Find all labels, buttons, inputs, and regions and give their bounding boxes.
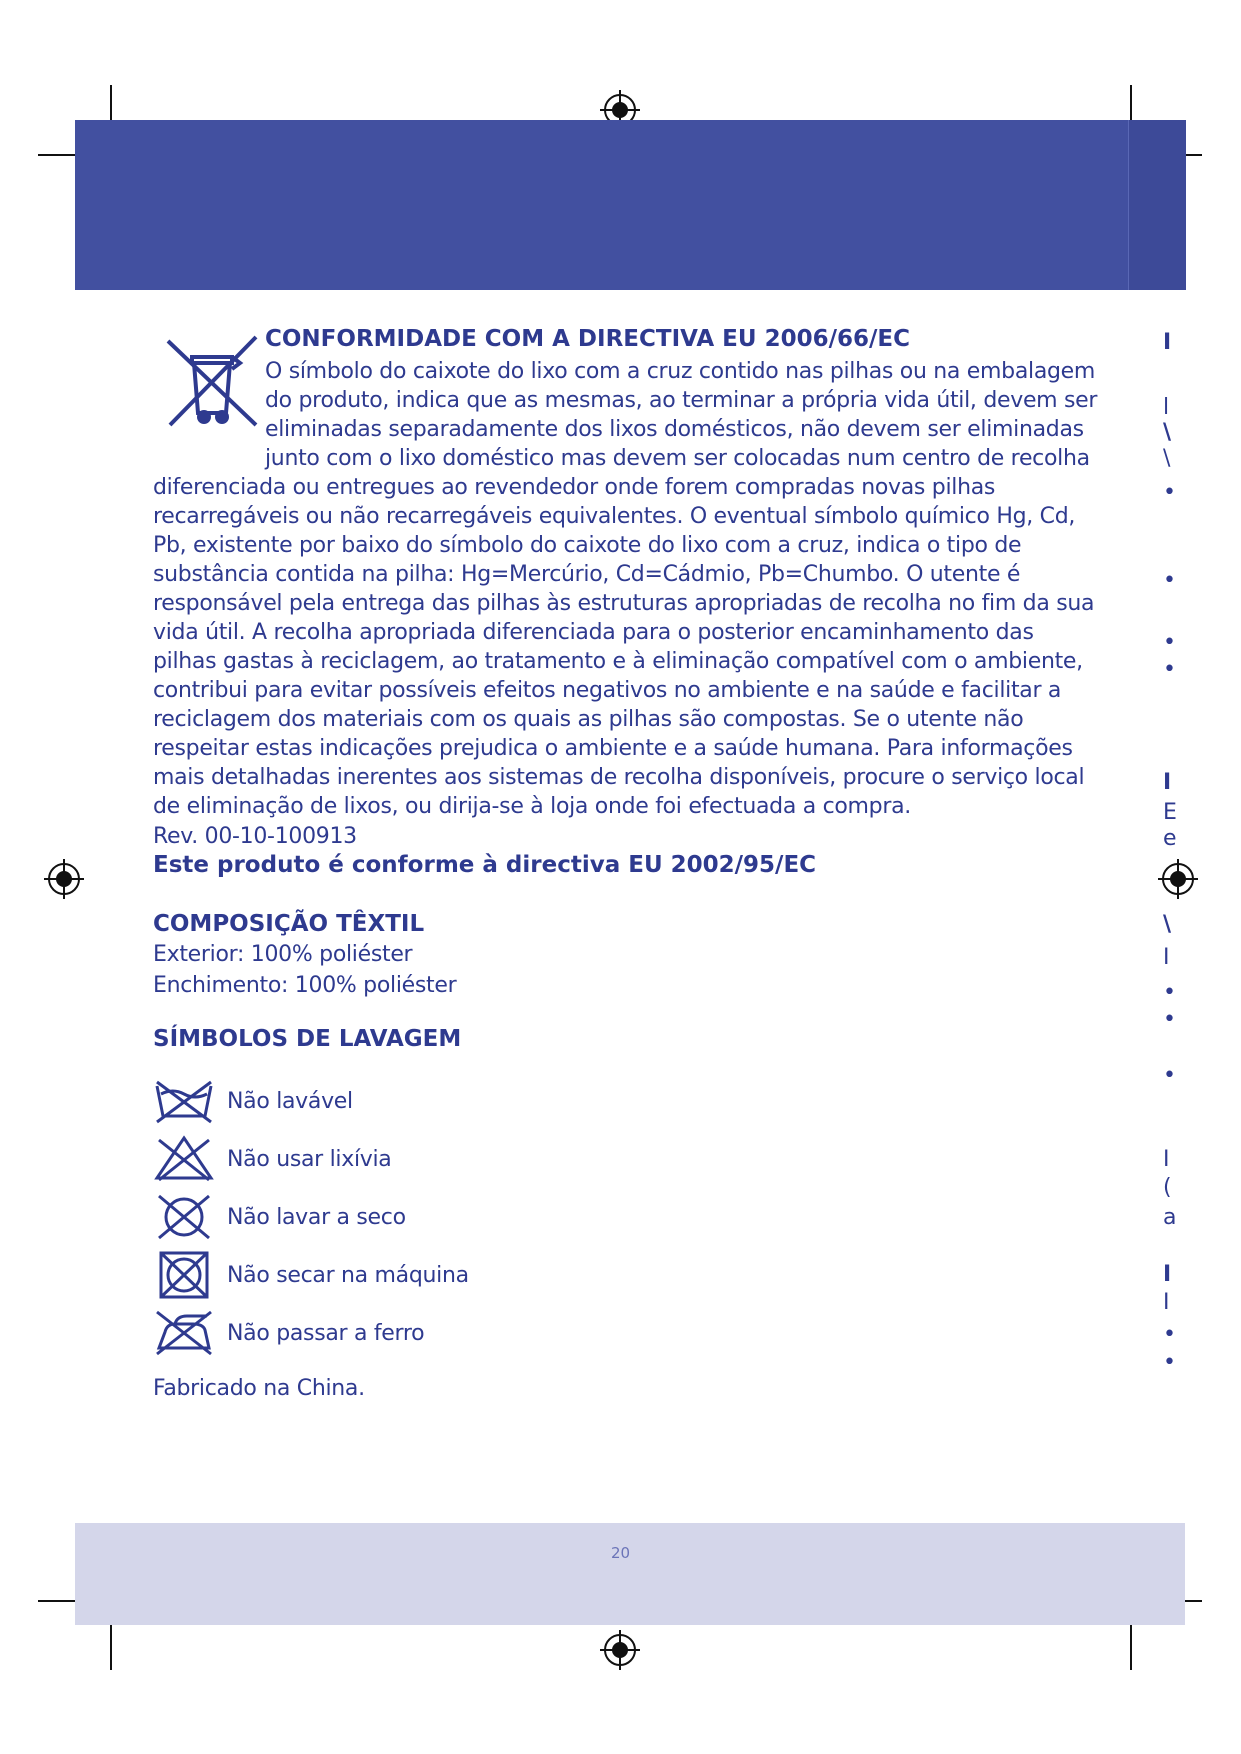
registration-mark-icon xyxy=(42,857,86,901)
adjacent-page-fragment: I xyxy=(1163,945,1170,970)
no-iron-icon xyxy=(153,1308,215,1358)
adjacent-page-fragment: l xyxy=(1163,395,1170,420)
registration-mark-icon xyxy=(1156,857,1200,901)
icon-spacer xyxy=(153,357,265,445)
adjacent-page-fragment: \ xyxy=(1163,912,1172,937)
made-in-text: Fabricado na China. xyxy=(153,1376,365,1401)
page-number: 20 xyxy=(610,1544,631,1562)
washing-heading: SÍMBOLOS DE LAVAGEM xyxy=(153,1026,462,1052)
adjacent-page-fragment: • xyxy=(1163,1007,1176,1032)
no-wash-icon xyxy=(153,1076,215,1126)
wash-item-label: Não secar na máquina xyxy=(227,1262,469,1288)
adjacent-page-fragment: E xyxy=(1163,800,1177,825)
conformity-statement: Este produto é conforme à directiva EU 2002/95/EC xyxy=(153,852,817,878)
textile-heading: COMPOSIÇÃO TÊXTIL xyxy=(153,911,425,937)
wash-item-label: Não lavável xyxy=(227,1088,353,1114)
header-band xyxy=(75,120,1185,290)
adjacent-page-fragment: e xyxy=(1163,826,1177,851)
directive-body-container xyxy=(153,357,1103,821)
adjacent-page-fragment: a xyxy=(1163,1205,1177,1230)
revision-text: Rev. 00-10-100913 xyxy=(153,824,357,849)
adjacent-page-fragment: I xyxy=(1163,330,1172,355)
adjacent-page-fragment: I xyxy=(1163,1290,1170,1315)
no-dry-clean-icon xyxy=(153,1192,215,1242)
adjacent-page-fragment: \ xyxy=(1163,420,1172,445)
adjacent-page-fragment: • xyxy=(1163,1063,1176,1088)
footer-band xyxy=(75,1523,1185,1625)
wash-item-label: Não lavar a seco xyxy=(227,1204,406,1230)
no-tumble-dry-icon xyxy=(153,1250,215,1300)
wash-item xyxy=(153,1250,1103,1300)
adjacent-page-fragment: • xyxy=(1163,1322,1176,1347)
wash-item-label: Não usar lixívia xyxy=(227,1146,392,1172)
adjacent-page-fragment: I xyxy=(1163,1147,1170,1172)
adjacent-page-fragment: • xyxy=(1163,630,1176,655)
textile-exterior: Exterior: 100% poliéster xyxy=(153,942,413,967)
adjacent-page-fragment: • xyxy=(1163,657,1176,682)
adjacent-page-fragment: I xyxy=(1163,770,1172,795)
textile-filling: Enchimento: 100% poliéster xyxy=(153,973,457,998)
adjacent-page-fragment: • xyxy=(1163,480,1176,505)
crop-mark xyxy=(1130,1620,1132,1670)
wash-item-label: Não passar a ferro xyxy=(227,1320,425,1346)
adjacent-page-fragment: • xyxy=(1163,568,1176,593)
wash-item xyxy=(153,1192,1103,1242)
adjacent-page-fragment: \ xyxy=(1163,446,1171,471)
wash-item xyxy=(153,1134,1103,1184)
crop-mark xyxy=(110,1620,112,1670)
wash-item xyxy=(153,1076,1103,1126)
header-band-next-page xyxy=(1128,120,1186,290)
directive-heading: CONFORMIDADE COM A DIRECTIVA EU 2006/66/EC xyxy=(265,326,910,352)
adjacent-page-fragment: ( xyxy=(1163,1175,1172,1200)
wash-item xyxy=(153,1308,1103,1358)
adjacent-page-fragment: • xyxy=(1163,980,1176,1005)
adjacent-page-fragment: I xyxy=(1163,1262,1172,1287)
directive-body: O símbolo do caixote do lixo com a cruz contido nas pilhas ou na embalagem do produto, indica que as mesmas, ao terminar a própria vida útil, devem ser eliminadas separadamente dos lixos domésticos, não devem ser eliminadas junto com o lixo doméstico mas devem ser colocadas num centro de recolha diferenciada ou entregues ao revendedor onde forem compradas novas pilhas recarregáveis ou não recarregáveis equivalentes. O eventual símbolo químico Hg, Cd, Pb, existente por baixo do símbolo do caixote do lixo com a cruz, indica o tipo de substância contida na pilha: Hg=Mercúrio, Cd=Cádmio, Pb=Chumbo. O utente é responsável pela entrega das pilhas às estruturas apropriadas de recolha no fim da sua vida útil. A recolha apropriada diferenciada para o posterior encaminhamento das pilhas gastas à reciclagem, ao tratamento e à eliminação compatível com o ambiente, contribui para evitar possíveis efeitos negativos no ambiente e na saúde e facilitar a reciclagem dos materiais com os quais as pilhas são compostas. Se o utente não respeitar estas indicações prejudica o ambiente e a saúde humana. Para informações mais detalhadas inerentes aos sistemas de recolha disponíveis, procure o serviço local de eliminação de lixos, ou dirija-se à loja onde foi efectuada a compra. xyxy=(153,359,1098,819)
registration-mark-icon xyxy=(598,1628,642,1672)
no-bleach-icon xyxy=(153,1134,215,1184)
adjacent-page-fragment: • xyxy=(1163,1350,1176,1375)
